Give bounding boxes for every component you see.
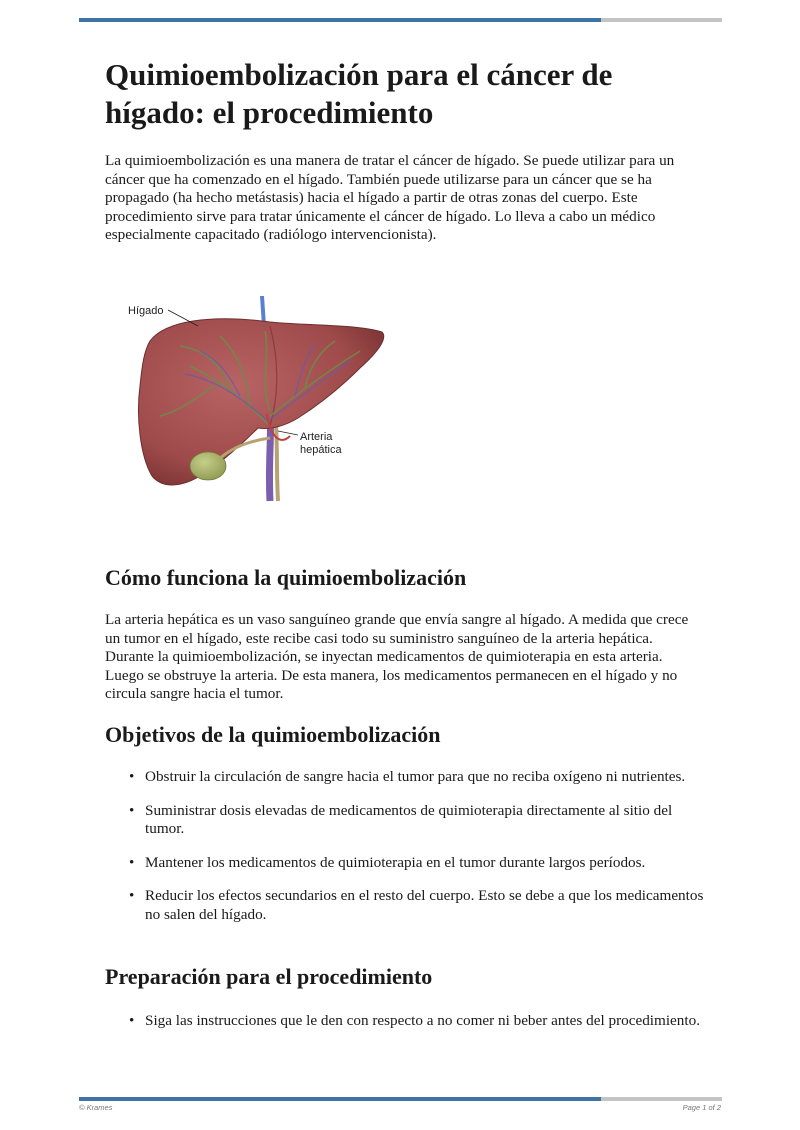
section-heading-how: Cómo funciona la quimioembolización [105, 565, 467, 590]
liver-label: Hígado [128, 305, 164, 317]
footer-copyright: © Krames [79, 1103, 113, 1112]
section-body-how: La arteria hepática es un vaso sanguíneo grande que envía sangre al hígado. A medida que crece un tumor en el hígado, este recibe casi todo su suministro sanguíneo de la arteria hepática. Durante la quimioembolización, se inyectan medicamentos de quimioterapia en esta arteria. Luego se obstruye la arteria. De esta manera, los medicamentos permanecen en el hígado y no circula sangre hacia el tumor. [105, 611, 689, 703]
list-item-text: Siga las instrucciones que le den con respecto a no comer ni beber antes del procedimiento. [145, 1012, 700, 1029]
section-heading-goals: Objetivos de la quimioembolización [105, 722, 441, 747]
goals-list [105, 768, 705, 940]
list-item [105, 854, 705, 873]
list-item [105, 1012, 705, 1031]
list-item [105, 768, 705, 787]
footer-rule-grey [601, 1097, 722, 1101]
liver-diagram-svg [120, 296, 390, 506]
intro-paragraph: La quimioembolización es una manera de tratar el cáncer de hígado. Se puede utilizar para un cáncer que ha comenzado en el hígado. También puede utilizarse para un cáncer que se ha propagado (ha hecho metástasis) hacia el hígado a partir de otras zonas del cuerpo. Este procedimiento sirve para tratar únicamente el cáncer de hígado. Lo lleva a cabo un médico especialmente capacitado (radiólogo intervencionista). [105, 152, 675, 244]
liver-illustration [120, 296, 390, 506]
bullet: • [129, 853, 135, 871]
bullet: • [129, 1012, 135, 1029]
bullet: • [129, 801, 135, 819]
header-rule-blue [79, 18, 601, 22]
list-item [105, 887, 705, 924]
bullet: • [129, 887, 135, 905]
liver-shape [139, 319, 384, 485]
page-title: Quimioembolización para el cáncer de hígado: el procedimiento [105, 57, 613, 130]
header-rule [79, 18, 722, 22]
artery-label-line [278, 431, 298, 435]
prep-list [105, 1012, 705, 1046]
bullet: • [129, 768, 135, 785]
artery-label-line2: hepática [300, 444, 342, 456]
footer-rule-blue [79, 1097, 601, 1101]
section-heading-prep: Preparación para el procedimiento [105, 964, 433, 989]
list-item-text: Suministrar dosis elevadas de medicamentos de quimioterapia directamente al sitio del tumor. [145, 801, 673, 838]
list-item-text: Reducir los efectos secundarios en el resto del cuerpo. Esto se debe a que los medicamentos no salen del hígado. [145, 887, 704, 923]
artery-label-line1: Arteria [300, 431, 333, 443]
footer-page-number: Page 1 of 2 [682, 1103, 721, 1112]
list-item-text: Obstruir la circulación de sangre hacia el tumor para que no reciba oxígeno ni nutrientes. [145, 768, 686, 785]
list-item [105, 802, 705, 839]
footer-rule [79, 1097, 722, 1101]
header-rule-grey [601, 18, 722, 22]
list-item-text: Mantener los medicamentos de quimioterapia en el tumor durante largos períodos. [145, 853, 646, 871]
